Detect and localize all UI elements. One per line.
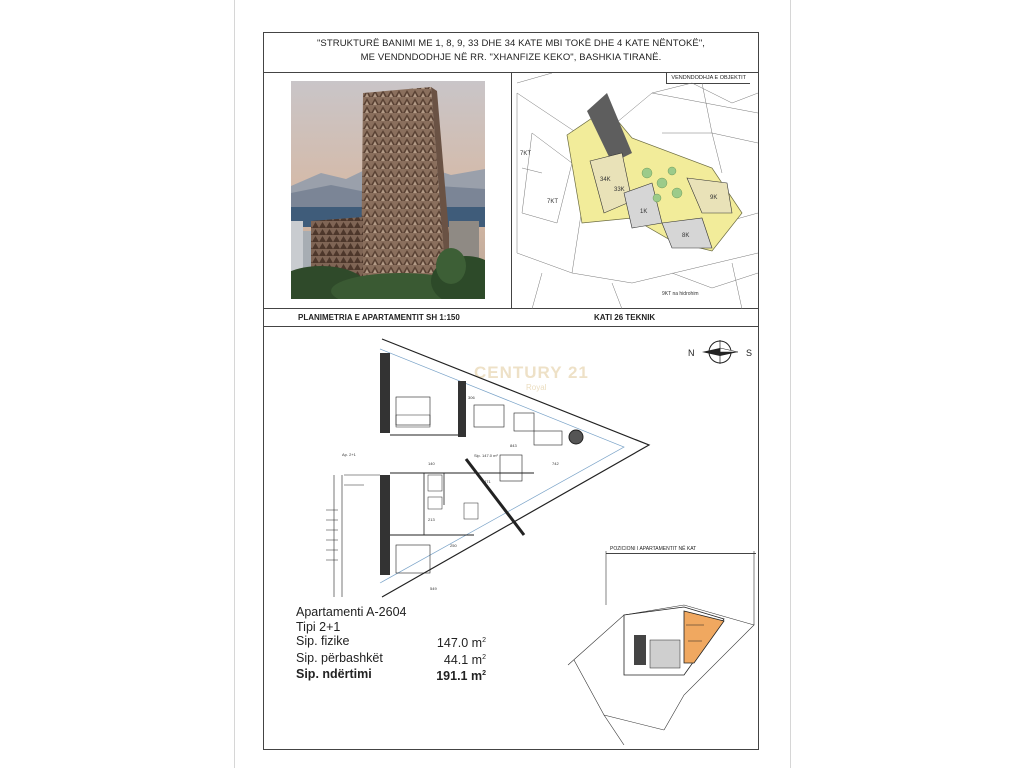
watermark-sub: Royal: [526, 383, 547, 392]
site-tag-9kt: 9KT na hidrohim: [662, 291, 699, 297]
area-label-built: Sip. ndërtimi: [296, 667, 372, 682]
plan-caption: PLANIMETRIA E APARTAMENTIT SH 1:150: [298, 313, 460, 322]
dim-2: 843: [510, 443, 517, 448]
area-row-common: [296, 651, 486, 668]
apartment-name: Apartamenti A-2604: [296, 605, 407, 619]
dim-5: 549: [430, 586, 437, 591]
area-unit-built: 2: [482, 670, 486, 678]
area-unit-common: 2: [482, 653, 486, 661]
apartment-type: Tipi 2+1: [296, 619, 341, 634]
area-row-built: [296, 667, 486, 684]
site-plan: [512, 73, 758, 309]
title-line-2: ME VENDNDODHJE NË RR. "XHANFIZE KEKO", BASHKIA TIRANË.: [360, 52, 662, 63]
area-row-physical: [296, 634, 486, 651]
area-unit-physical: 2: [482, 637, 486, 644]
drawing-sheet: [263, 32, 759, 750]
site-tag-33k: 33K: [614, 187, 625, 193]
plan-area-label: Sip. 147.0 m²: [474, 453, 498, 458]
watermark-brand: CENTURY 21: [474, 363, 589, 382]
position-plan: [564, 545, 764, 745]
dim-4: 471: [484, 479, 491, 484]
title-box: [264, 33, 758, 73]
site-plan-label: VENDNDODHJA E OBJEKTIT: [666, 73, 750, 84]
compass: [688, 337, 768, 367]
compass-south-label: S: [746, 348, 753, 358]
dim-7: 250: [450, 543, 457, 548]
title-line-1: "STRUKTURË BANIMI ME 1, 8, 9, 33 DHE 34 KATE MBI TOKË DHE 4 KATE NËNTOKË",: [316, 38, 706, 49]
area-value-physical: 147.0 m: [436, 636, 483, 651]
area-label-common: Sip. përbashkët: [296, 650, 383, 665]
area-value-common: 44.1 m: [443, 652, 483, 667]
site-tag-8k: 8K: [682, 233, 690, 239]
site-tag-1k: 1K: [640, 209, 648, 215]
dim-6: 213: [428, 517, 435, 522]
compass-north-label: N: [688, 348, 695, 358]
apartment-info: [296, 605, 486, 684]
dim-1: 306: [468, 395, 475, 400]
area-value-built: 191.1 m: [436, 669, 483, 684]
area-label-physical: Sip. fizike: [296, 634, 350, 648]
dim-8: 140: [428, 461, 435, 466]
floor-plan-area: [264, 327, 758, 749]
caption-row: [264, 309, 758, 327]
plan-unit-label: Ap. 2+1: [342, 452, 356, 457]
site-tag-34k: 34K: [600, 177, 611, 183]
position-plan-label: POZICIONI I APARTAMENTIT NË KAT: [606, 545, 756, 554]
dim-3: 742: [552, 461, 559, 466]
top-row: [264, 73, 758, 309]
site-tag-7kt-2: 7KT: [547, 199, 559, 205]
site-tag-7kt-1: 7KT: [520, 151, 532, 157]
document-page: [234, 0, 791, 768]
site-tag-9k: 9K: [710, 195, 718, 201]
floor-caption: KATI 26 TEKNIK: [594, 313, 656, 322]
building-render: [291, 81, 485, 299]
